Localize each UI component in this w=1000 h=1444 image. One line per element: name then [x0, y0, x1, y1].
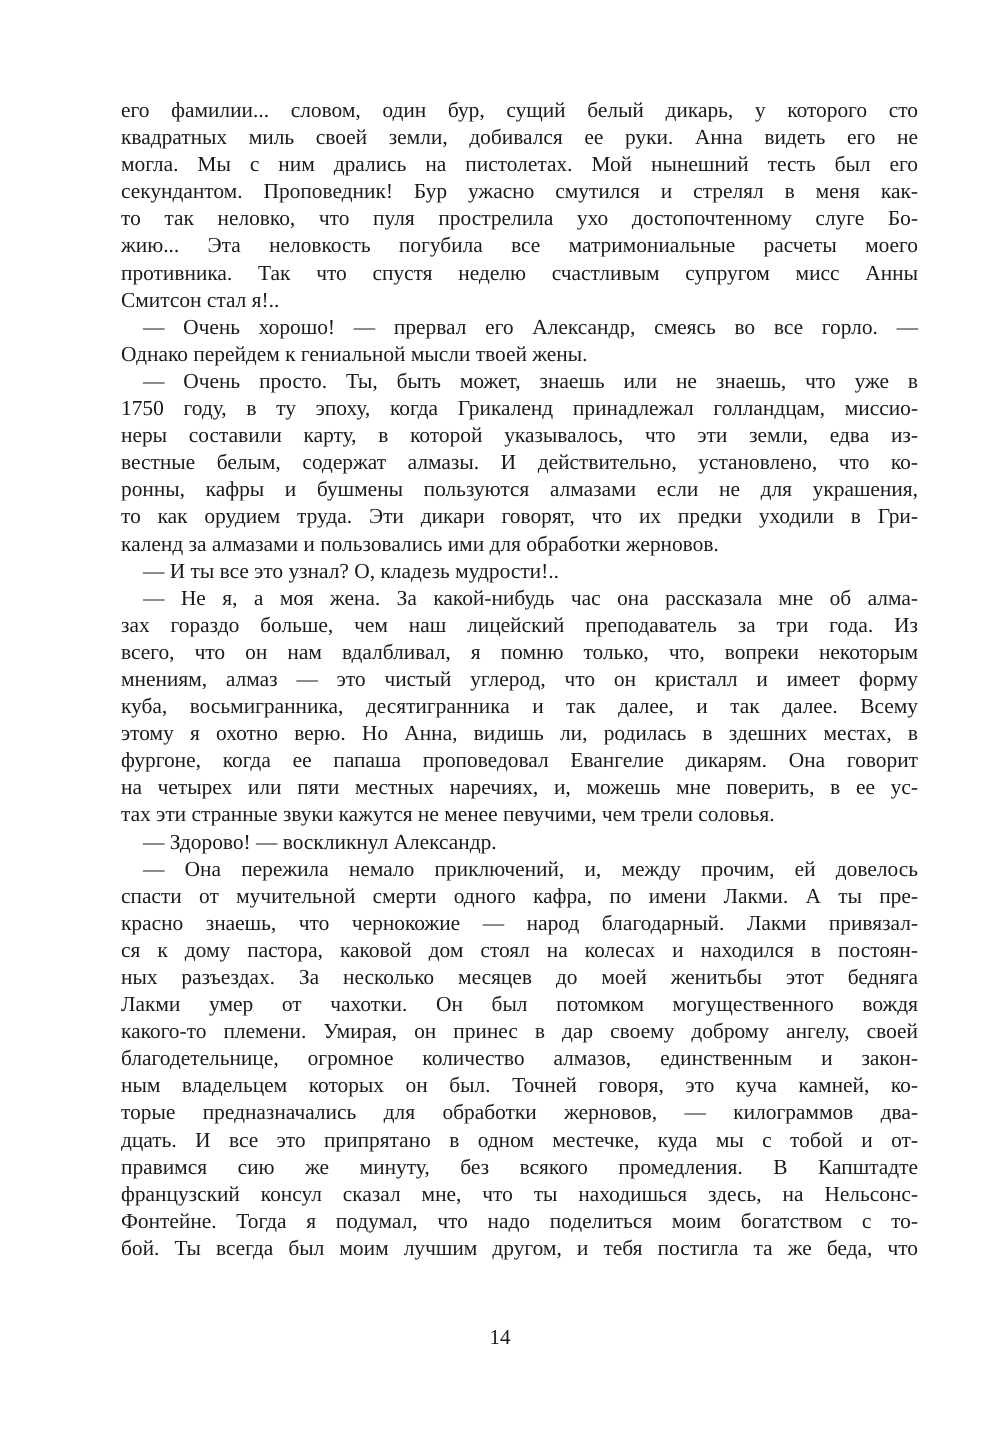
text-line: торые предназначались для обработки жерновов, — килограммов два- — [121, 1100, 918, 1125]
text-line: красно знаешь, что чернокожие — народ благодарный. Лакми привязал- — [121, 910, 918, 935]
text-line: фургоне, когда ее папаша проповедовал Евангелие дикарям. Она говорит — [121, 748, 918, 773]
text-line: противника. Так что спустя неделю счастливым супругом мисс Анны — [121, 260, 918, 285]
text-line: — И ты все это узнал? О, кладезь мудрости!.. — [143, 558, 559, 583]
text-line: какого-то племени. Умирая, он принес в дар своему доброму ангелу, своей — [121, 1019, 918, 1044]
text-line: французский консул сказал мне, что ты находишься здесь, на Нельсонс- — [121, 1181, 918, 1206]
text-line: — Очень хорошо! — прервал его Александр, смеясь во все горло. — — [143, 314, 918, 339]
text-line: его фамилии... словом, один бур, сущий белый дикарь, у которого сто — [121, 98, 918, 122]
text-line: — Очень просто. Ты, быть может, знаешь или не знаешь, что уже в — [143, 368, 918, 393]
text-line: то как орудием труда. Эти дикари говорят, что их предки уходили в Гри- — [121, 504, 918, 529]
text-line: ным владельцем которых он был. Точней говоря, это куча камней, ко- — [121, 1073, 918, 1098]
text-line: неры составили карту, в которой указывалось, что эти земли, едва из- — [121, 423, 918, 448]
text-line: жию... Эта неловкость погубила все матримониальные расчеты моего — [121, 233, 918, 258]
text-line: то так неловко, что пуля прострелила ухо достопочтенному слуге Бо- — [121, 206, 918, 231]
page-body — [121, 97, 918, 1262]
text-line: вестные белым, содержат алмазы. И действительно, установлено, что ко- — [121, 450, 918, 475]
text-line: 1750 году, в ту эпоху, когда Грикаленд принадлежал голландцам, миссио- — [121, 396, 918, 421]
text-line: правимся сию же минуту, без всякого промедления. В Капштадте — [121, 1154, 918, 1179]
text-line: зах гораздо больше, чем наш лицейский преподаватель за три года. Из — [121, 612, 918, 637]
text-line: этому я охотно верю. Но Анна, видишь ли, родилась в здешних местах, в — [121, 721, 918, 746]
text-line: квадратных миль своей земли, добивался ее руки. Анна видеть его не — [121, 125, 918, 150]
text-line: куба, восьмигранника, десятигранника и так далее, и так далее. Всему — [121, 694, 918, 719]
text-line: благодетельнице, огромное количество алмазов, единственным и закон- — [121, 1046, 918, 1071]
text-line: ся к дому пастора, каковой дом стоял на колесах и находился в постоян- — [121, 937, 918, 962]
text-line: Однако перейдем к гениальной мысли твоей жены. — [121, 341, 588, 366]
text-line: — Она пережила немало приключений, и, между прочим, ей довелось — [143, 856, 918, 881]
text-line: — Не я, а моя жена. За какой-нибудь час она рассказала мне об алма- — [143, 585, 918, 610]
text-line: Смитсон стал я!.. — [121, 287, 280, 312]
text-line: Фонтейне. Тогда я подумал, что надо поделиться моим богатством с то- — [121, 1208, 918, 1233]
text-line: всего, что он нам вдалбливал, я помню только, что, вопреки некоторым — [121, 639, 918, 664]
text-line: тах эти странные звуки кажутся не менее певучими, чем трели соловья. — [121, 802, 775, 827]
text-line: могла. Мы с ним дрались на пистолетах. Мой нынешний тесть был его — [121, 152, 918, 177]
text-line: ных разъездах. За несколько месяцев до моей женитьбы этот бедняга — [121, 965, 918, 989]
text-line: ронны, кафры и бушмены пользуются алмазами если не для украшения, — [121, 477, 918, 502]
text-line: календ за алмазами и пользовались ими для обработки жерновов. — [121, 531, 719, 556]
text-line: — Здорово! — воскликнул Александр. — [143, 829, 497, 854]
page-number: 14 — [489, 1325, 511, 1349]
text-line: секундантом. Проповедник! Бур ужасно смутился и стрелял в меня как- — [121, 179, 918, 204]
text-line: бой. Ты всегда был моим лучшим другом, и тебя постигла та же беда, что — [121, 1235, 918, 1260]
text-line: Лакми умер от чахотки. Он был потомком могущественного вождя — [121, 992, 918, 1017]
text-line: мнениям, алмаз — это чистый углерод, что он кристалл и имеет форму — [121, 666, 918, 691]
text-line: на четырех или пяти местных наречиях, и, можешь мне поверить, в ее ус- — [121, 775, 918, 800]
text-line: дцать. И все это припрятано в одном местечке, куда мы с тобой и от- — [121, 1127, 918, 1152]
text-line: спасти от мучительной смерти одного кафра, по имени Лакми. А ты пре- — [121, 883, 918, 908]
